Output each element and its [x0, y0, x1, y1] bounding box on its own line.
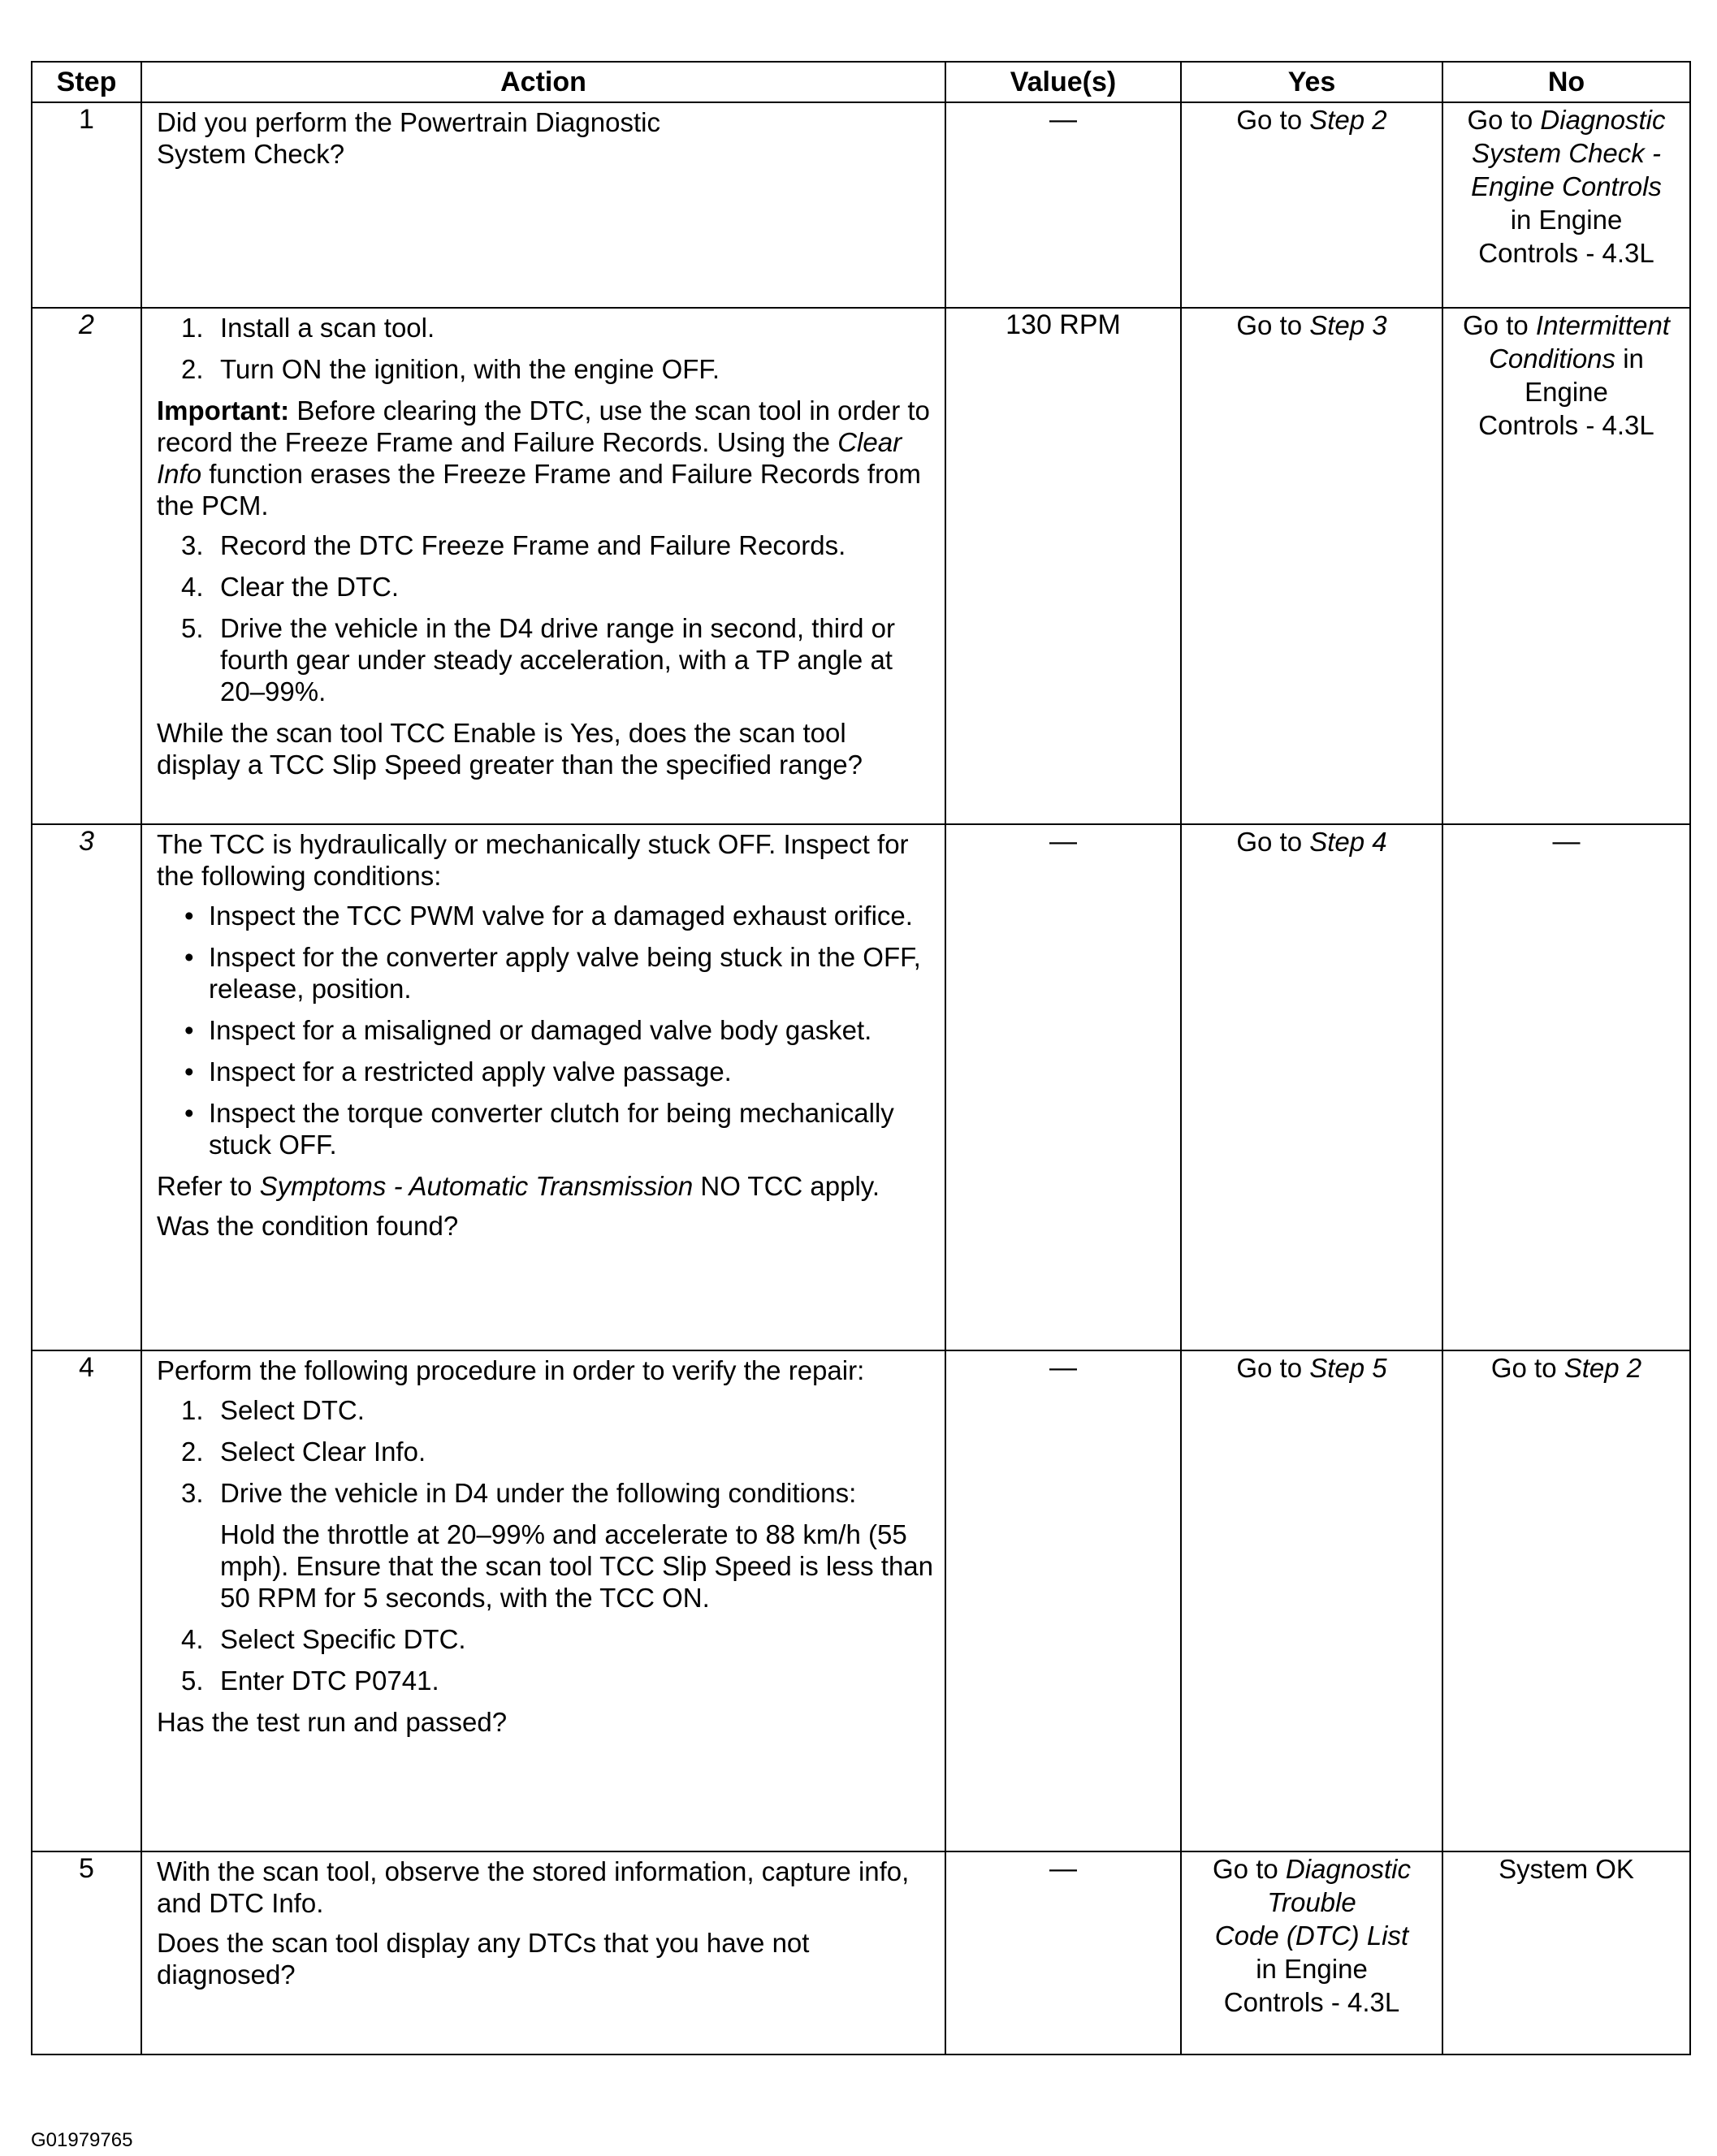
table-row-step-3 [32, 824, 1690, 1350]
no-text: Go to [1490, 1353, 1564, 1383]
list-item: 3. Drive the vehicle in D4 under the following conditions: [181, 1478, 857, 1508]
no-cell [1442, 308, 1690, 824]
figure-id: G01979765 [31, 2129, 133, 2151]
no-link: Intermittent [1535, 310, 1670, 340]
yes-text: Go to [1236, 1353, 1310, 1383]
value-cell: — [945, 1350, 1181, 1851]
header-values: Value(s) [945, 62, 1181, 102]
yes-link: Diagnostic [1285, 1854, 1411, 1884]
action-question: Does the scan tool display any DTCs that you have not diagnosed? [157, 1928, 810, 1990]
header-step: Step [32, 62, 141, 102]
list-item: 5. Drive the vehicle in the D4 drive range in second, third or fourth gear under steady acceleration, with a TP angle at 20–99%. [181, 613, 895, 706]
procedure-list [157, 1623, 936, 1696]
procedure-list [157, 529, 936, 707]
no-cell: System OK [1442, 1851, 1690, 2054]
list-item: 5. Enter DTC P0741. [181, 1666, 439, 1696]
table-row-step-5 [32, 1851, 1690, 2054]
yes-link: Code (DTC) List [1214, 1921, 1409, 1951]
no-text: Controls - 4.3L [1478, 410, 1654, 440]
action-cell [141, 308, 945, 824]
list-item: • Inspect for a misaligned or damaged valve body gasket. [184, 1015, 872, 1045]
no-link: System Check - [1472, 138, 1661, 168]
value-cell: 130 RPM [945, 308, 1181, 824]
value-cell: — [945, 824, 1181, 1350]
step-number: 5 [32, 1851, 141, 2054]
value-cell: — [945, 1851, 1181, 2054]
action-cell [141, 102, 945, 308]
list-item: 2. Select Clear Info. [181, 1437, 426, 1467]
yes-link: Step 4 [1309, 827, 1387, 857]
yes-link: Step 3 [1309, 310, 1387, 340]
action-cell [141, 1350, 945, 1851]
yes-cell [1181, 1350, 1442, 1851]
action-intro: Perform the following procedure in order to verify the repair: [157, 1355, 865, 1385]
no-cell [1442, 1350, 1690, 1851]
action-text: Did you perform the Powertrain Diagnostic System Check? [157, 107, 660, 169]
list-item: • Inspect for the converter apply valve being stuck in the OFF, release, position. [184, 942, 921, 1004]
no-text: in Engine [1510, 205, 1623, 235]
list-item: 1. Select DTC. [181, 1395, 365, 1425]
header-no: No [1442, 62, 1690, 102]
inspection-list [157, 900, 936, 1160]
list-item: 2. Turn ON the ignition, with the engine OFF. [181, 354, 720, 384]
step-number: 3 [32, 824, 141, 1350]
yes-cell [1181, 1851, 1442, 2054]
yes-cell [1181, 102, 1442, 308]
yes-text: Go to [1213, 1854, 1286, 1884]
action-question: Has the test run and passed? [157, 1707, 508, 1737]
list-item: 4. Select Specific DTC. [181, 1624, 466, 1654]
list-item: • Inspect the torque converter clutch for being mechanically stuck OFF. [184, 1098, 894, 1160]
no-text: Go to [1463, 310, 1536, 340]
no-link: Conditions [1489, 343, 1616, 374]
list-item: 4. Clear the DTC. [181, 572, 400, 602]
no-link: Diagnostic [1540, 105, 1666, 135]
yes-cell [1181, 824, 1442, 1350]
no-link: Engine Controls [1471, 171, 1662, 201]
diagnostic-table [31, 61, 1691, 2055]
yes-text: Go to [1236, 827, 1310, 857]
list-item: 1. Install a scan tool. [181, 313, 435, 343]
step-number: 2 [32, 308, 141, 824]
yes-link: Step 2 [1309, 105, 1387, 135]
yes-text: in Engine [1256, 1954, 1368, 1984]
header-yes: Yes [1181, 62, 1442, 102]
action-cell [141, 824, 945, 1350]
header-row [32, 62, 1690, 102]
important-note: Important: Before clearing the DTC, use the scan tool in order to record the Freeze Frame and Failure Records. Using the Clear Info function erases the Freeze Frame and Failure Records from the PCM. [157, 395, 930, 521]
table-row-step-2 [32, 308, 1690, 824]
list-item: 3. Record the DTC Freeze Frame and Failure Records. [181, 530, 846, 560]
procedure-list [157, 1394, 936, 1509]
no-text: Engine [1525, 377, 1608, 407]
list-item: • Inspect for a restricted apply valve passage. [184, 1056, 732, 1087]
no-text: Go to [1467, 105, 1541, 135]
yes-link: Step 5 [1309, 1353, 1387, 1383]
action-question: Was the condition found? [157, 1211, 459, 1241]
yes-cell [1181, 308, 1442, 824]
action-question: While the scan tool TCC Enable is Yes, does the scan tool display a TCC Slip Speed greater than the specified range? [157, 718, 863, 780]
no-cell [1442, 102, 1690, 308]
yes-link: Trouble [1267, 1887, 1356, 1917]
yes-text: Go to [1236, 105, 1310, 135]
procedure-detail: Hold the throttle at 20–99% and accelerate to 88 km/h (55 mph). Ensure that the scan tool TCC Slip Speed is less than 50 RPM for 5 seconds, with the TCC ON. [220, 1519, 934, 1613]
reference-text: Refer to Symptoms - Automatic Transmission NO TCC apply. [157, 1171, 880, 1201]
procedure-list [157, 312, 936, 385]
no-text: Controls - 4.3L [1478, 238, 1654, 268]
no-link: Step 2 [1563, 1353, 1642, 1383]
action-text: With the scan tool, observe the stored information, capture info, and DTC Info. [157, 1856, 910, 1918]
header-action: Action [141, 62, 945, 102]
action-cell [141, 1851, 945, 2054]
list-item: • Inspect the TCC PWM valve for a damaged exhaust orifice. [184, 901, 913, 931]
action-intro: The TCC is hydraulically or mechanically stuck OFF. Inspect for the following conditions: [157, 829, 909, 891]
step-number: 1 [32, 102, 141, 308]
table-row-step-4 [32, 1350, 1690, 1851]
yes-text: Go to [1236, 310, 1310, 340]
no-text: in [1615, 343, 1644, 374]
step-number: 4 [32, 1350, 141, 1851]
no-cell: — [1442, 824, 1690, 1350]
yes-text: Controls - 4.3L [1223, 1987, 1400, 2017]
table-row-step-1 [32, 102, 1690, 308]
value-cell: — [945, 102, 1181, 308]
